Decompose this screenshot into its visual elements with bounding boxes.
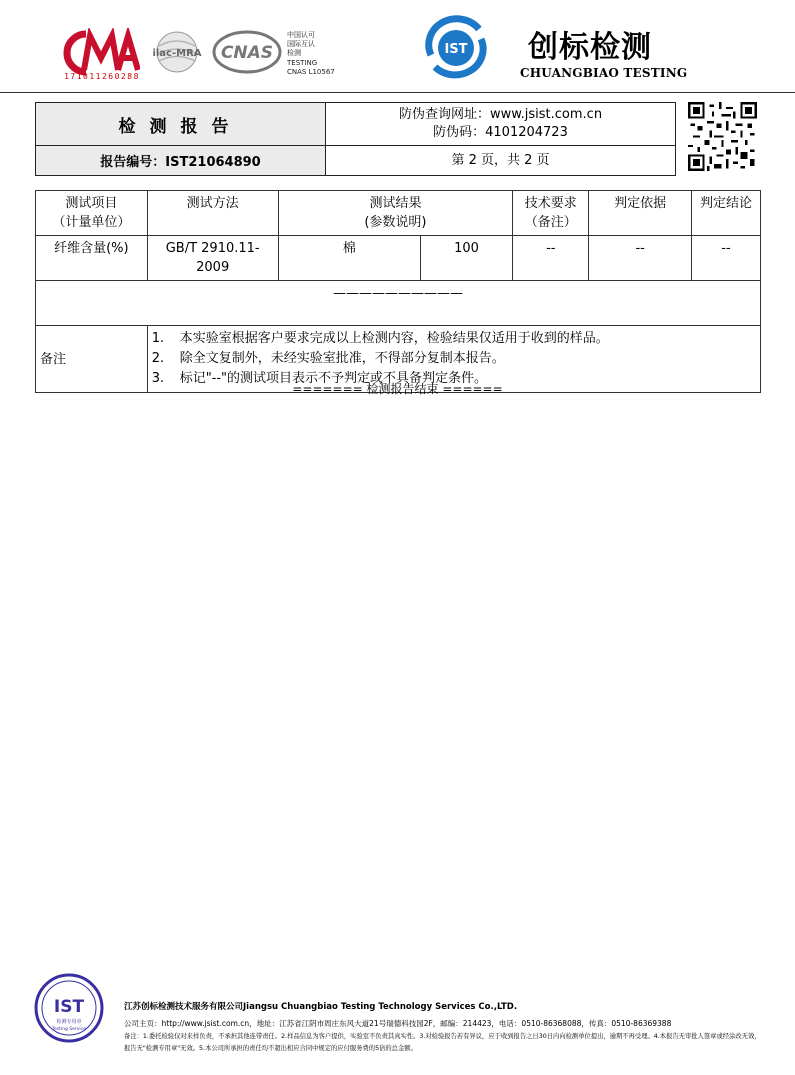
- verify-info: [326, 103, 676, 146]
- cnas-info-line: 中国认可: [287, 31, 315, 39]
- cnas-info: [287, 31, 335, 77]
- col-header-requirement: [513, 191, 589, 236]
- note-text: 标记"--"的测试项目表示不予判定或不具备判定条件。: [179, 371, 488, 386]
- cnas-info-line: TESTING: [287, 58, 318, 67]
- cell-item: 纤维含量(%): [36, 236, 148, 281]
- note-number: 2.: [151, 351, 165, 366]
- col-header-result: [278, 191, 513, 236]
- page-info: 第 2 页，共 2 页: [326, 146, 676, 176]
- header-text: 测试项目: [65, 196, 118, 211]
- col-header-method: 测试方法: [147, 191, 278, 236]
- footer-remarks: 备注：1.委托检验仅对来样负责，不承担其他连带责任。2.样品信息为客户提供，实验室不负责其真实性。3.对检验报告若有异议，应于收到报告之日30日内向检测单位提出，逾期不再受理。4.本报告无审批人签章或经涂改无效，报告无"检测专用章"无效。5.本公司所承担的责任均不超出相应合同中规定的应付服务费的5倍的总金额。: [124, 1033, 761, 1052]
- header-subtext: (参数说明): [364, 215, 427, 230]
- col-header-conclusion: 判定结论: [691, 191, 760, 236]
- cma-number: 171011260288: [64, 72, 140, 81]
- list-item: [152, 329, 756, 349]
- notes-label: 备注: [36, 326, 148, 393]
- note-number: 3.: [151, 371, 165, 386]
- note-number: 1.: [151, 331, 165, 346]
- col-header-basis: 判定依据: [589, 191, 692, 236]
- report-header-table: [35, 102, 676, 176]
- cell-param: 棉: [278, 236, 420, 281]
- list-item: [152, 349, 756, 369]
- company-stamp: [33, 972, 105, 1044]
- table-row: [36, 236, 761, 281]
- note-text: 除全文复制外，未经实验室批准，不得部分复制本报告。: [179, 351, 505, 366]
- header-text: 技术要求: [524, 196, 577, 211]
- ilac-text: ilac-MRA: [152, 48, 202, 59]
- header-subtext: （备注）: [524, 215, 577, 230]
- separator-line: ——————————: [36, 281, 761, 326]
- cnas-logo: [212, 30, 282, 74]
- footer-contact: 公司主页：http://www.jsist.com.cn，地址：江苏省江阴市周庄东风大道21号瑞德科技园2F，邮编：214423，电话：0510-86368088，传真：0510-86369388: [124, 1019, 672, 1028]
- report-number-label: 报告编号：: [100, 155, 166, 170]
- stamp-text: IST: [53, 997, 85, 1017]
- cell-requirement: --: [513, 236, 589, 281]
- header-subtext: （计量单位）: [52, 215, 131, 230]
- footer-company: 江苏创标检测技术服务有限公司Jiangsu Chuangbiao Testing Technology Services Co.,LTD.: [124, 1002, 518, 1012]
- cell-conclusion: --: [691, 236, 760, 281]
- header-text: 测试结果: [369, 196, 422, 211]
- table-header-row: [36, 191, 761, 236]
- separator-row: [36, 281, 761, 326]
- company-name-en: CHUANGBIAO TESTING: [520, 66, 688, 80]
- col-header-item: [36, 191, 148, 236]
- stamp-subtext: 检测专用章: [56, 1019, 82, 1025]
- cell-basis: --: [589, 236, 692, 281]
- ilac-mra-logo: [150, 30, 204, 74]
- header-divider: [0, 92, 795, 93]
- qr-code[interactable]: [688, 102, 757, 171]
- note-text: 本实验室根据客户要求完成以上检测内容，检验结果仅适用于收到的样品。: [179, 331, 609, 346]
- anti-fake-code: 防伪码：4101204723: [433, 125, 568, 140]
- report-end-marker: ======= 检测报告结束 ======: [292, 382, 503, 396]
- cnas-info-line: 检测: [287, 49, 301, 58]
- report-number: IST21064890: [165, 155, 261, 170]
- verify-url[interactable]: 防伪查询网址：www.jsist.com.cn: [398, 107, 603, 122]
- results-table: [35, 190, 761, 393]
- cnas-text: CNAS: [220, 43, 274, 63]
- cnas-info-line: CNAS L10567: [287, 67, 335, 76]
- cnas-info-line: 国际互认: [287, 40, 315, 49]
- company-name-cn: 创标检测: [528, 30, 652, 65]
- report-title: 检测报告: [36, 103, 326, 146]
- ist-logo-text: IST: [444, 42, 468, 57]
- cell-method: GB/T 2910.11-2009: [147, 236, 278, 281]
- ist-logo: [421, 15, 491, 79]
- cell-value: 100: [420, 236, 512, 281]
- report-number-cell: [36, 146, 326, 176]
- stamp-en-text: Testing Service: [52, 1027, 86, 1032]
